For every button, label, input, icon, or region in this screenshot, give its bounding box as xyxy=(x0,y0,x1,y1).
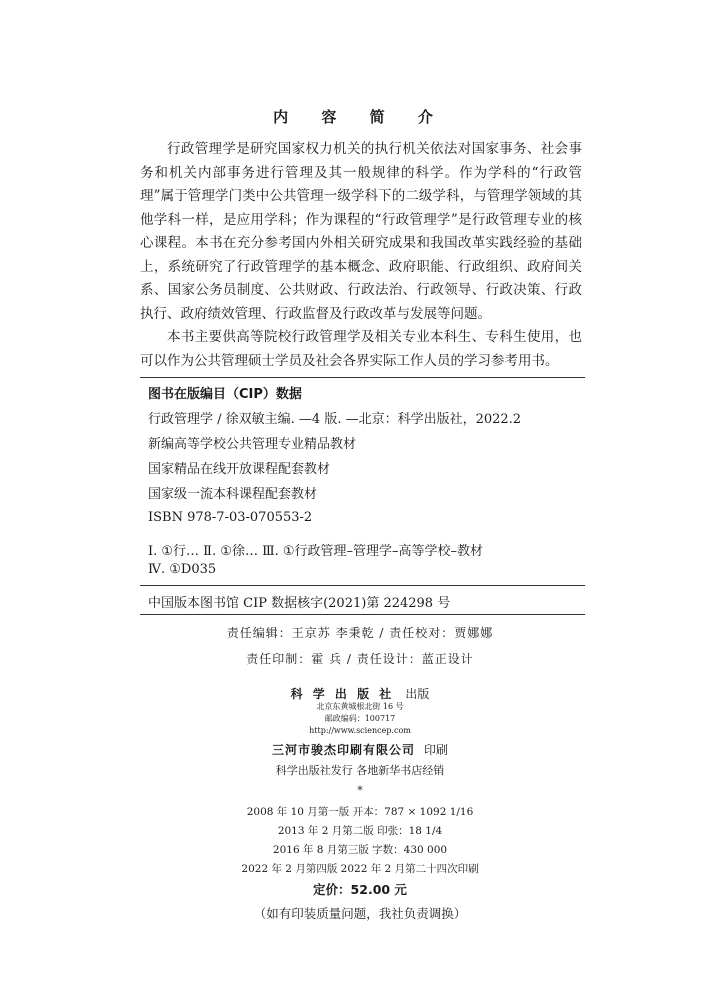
publisher-url: http://www.sciencep.com xyxy=(309,726,411,735)
cip-library-number: 中国版本图书馆 CIP 数据核字(2021)第 224298 号 xyxy=(148,596,451,611)
cip-bottom-rule xyxy=(140,614,585,615)
summary-title: 内 容 简 介 xyxy=(273,108,447,126)
cip-classification: Ⅰ. ①行… Ⅱ. ①徐… Ⅲ. ①行政管理–管理学–高等学校–教材 xyxy=(148,544,484,559)
cip-line: 国家级一流本科课程配套教材 xyxy=(148,487,318,502)
cip-line: 新编高等学校公共管理专业精品教材 xyxy=(148,437,357,452)
publisher-postcode: 邮政编码：100717 xyxy=(324,714,396,723)
cip-line: 国家精品在线开放课程配套教材 xyxy=(148,462,331,477)
cip-middle-rule xyxy=(140,585,585,586)
publisher-role: 出版 xyxy=(405,687,430,701)
publisher-name: 科 学 出 版 社 xyxy=(290,687,395,701)
edition-line: 2013 年 2 月第二版 印张：18 1/4 xyxy=(277,825,443,837)
price: 定价：52.00 元 xyxy=(313,882,407,897)
quality-notice: （如有印装质量问题，我社负责调换） xyxy=(253,906,467,921)
publisher-address: 北京东黄城根北街 16 号 xyxy=(316,702,404,711)
publisher-line xyxy=(0,683,720,702)
cip-line: 行政管理学 / 徐双敏主编. —4 版. —北京：科学出版社，2022.2 xyxy=(148,412,522,427)
star-separator: * xyxy=(357,784,363,797)
printer-line xyxy=(0,739,720,758)
distribution-line: 科学出版社发行 各地新华书店经销 xyxy=(275,764,445,777)
staff-line: 责任编辑：王京苏 李秉乾 / 责任校对：贾娜娜 xyxy=(226,626,494,640)
edition-line: 2008 年 10 月第一版 开本：787 × 1092 1/16 xyxy=(246,806,474,818)
staff-line: 责任印制：霍 兵 / 责任设计：蓝正设计 xyxy=(246,652,474,666)
printer-name: 三河市骏杰印刷有限公司 xyxy=(271,743,415,757)
edition-line: 2022 年 2 月第四版 2022 年 2 月第二十四次印刷 xyxy=(241,863,479,875)
cip-top-rule xyxy=(140,377,585,378)
printer-role: 印刷 xyxy=(424,743,449,757)
edition-line: 2016 年 8 月第三版 字数：430 000 xyxy=(272,844,448,856)
cip-title: 图书在版编目（CIP）数据 xyxy=(148,387,302,402)
cip-classification: Ⅳ. ①D035 xyxy=(148,562,217,577)
summary-paragraph: 行政管理学是研究国家权力机关的执行机关依法对国家事务、社会事务和机关内部事务进行管理及其一般规律的科学。作为学科的“行政管理”属于管理学门类中公共管理一级学科下的二级学科，与管理学领域的其他学科一样，是应用学科；作为课程的“行政管理学”是行政管理专业的核心课程。本书在充分参考国内外相关研究成果和我国改革实践经验的基础上，系统研究了行政管理学的基本概念、政府职能、行政组织、政府间关系、国家公务员制度、公共财政、行政法治、行政领导、行政决策、行政执行、政府绩效管理、行政监督及行政改革与发展等问题。 xyxy=(140,141,582,322)
summary-body xyxy=(140,138,582,373)
isbn: ISBN 978-7-03-070553-2 xyxy=(148,510,313,525)
summary-paragraph: 本书主要供高等院校行政管理学及相关专业本科生、专科生使用，也可以作为公共管理硕士学员及社会各界实际工作人员的学习参考用书。 xyxy=(140,329,582,369)
